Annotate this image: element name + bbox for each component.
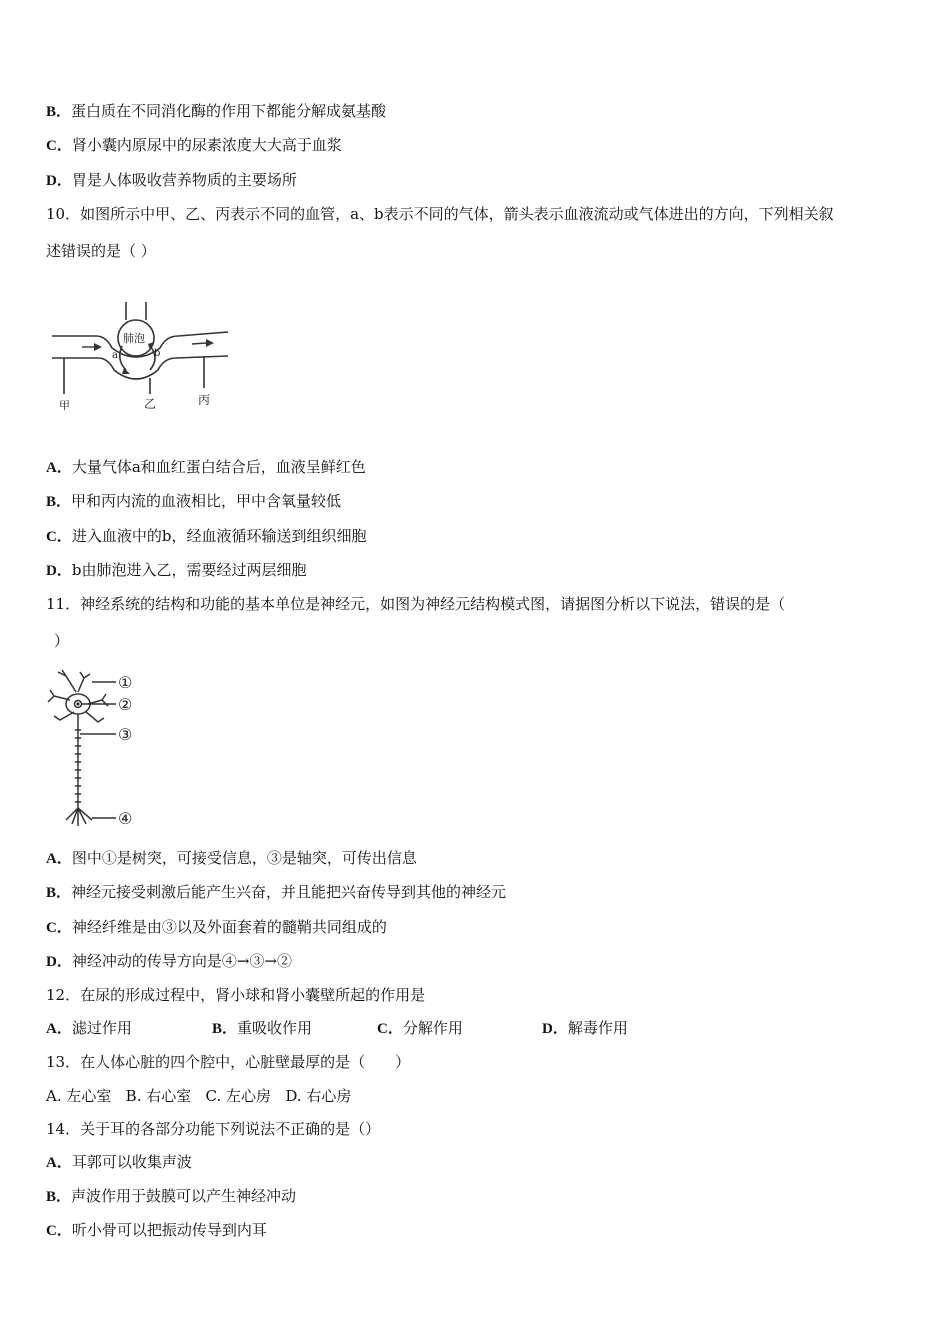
q9-option-b[interactable]	[46, 101, 386, 122]
q9-option-c[interactable]	[46, 135, 342, 156]
alveolus-label: 肺泡	[123, 332, 145, 345]
option-letter: B．	[46, 104, 72, 120]
q12-option-c[interactable]	[377, 1018, 463, 1039]
option-text: 神经纤维是由③以及外面套着的髓鞘共同组成的	[71, 918, 387, 936]
neuron-diagram	[46, 668, 146, 834]
option-letter: C．	[46, 138, 72, 154]
q9-option-d[interactable]	[46, 170, 297, 191]
option-letter: B．	[46, 1189, 72, 1205]
q11-option-d[interactable]	[46, 951, 292, 972]
vessel-yi-label: 乙	[144, 397, 157, 411]
option-text: 耳郭可以收集声波	[71, 1153, 192, 1171]
vessel-jia-label: 甲	[59, 399, 70, 412]
q10-option-d[interactable]	[46, 560, 306, 581]
option-text: 甲和丙内流的血液相比，甲中含氧量较低	[71, 492, 342, 510]
q12-option-a[interactable]	[46, 1018, 132, 1039]
q10-option-a[interactable]	[46, 457, 366, 478]
gas-a-label: a	[112, 350, 118, 361]
q14-option-c[interactable]	[46, 1220, 267, 1241]
option-letter: C．	[46, 529, 72, 545]
q11-option-c[interactable]	[46, 917, 387, 938]
option-text: 图中①是树突，可接受信息，③是轴突，可传出信息	[71, 849, 417, 867]
q10-stem-line1: 10．如图所示中甲、乙、丙表示不同的血管，a、b表示不同的气体，箭头表示血液流动或气体进出的方向，下列相关叙	[46, 205, 834, 223]
option-text: 大量气体a和血红蛋白结合后，血液呈鲜红色	[71, 458, 366, 476]
q11-option-b[interactable]	[46, 882, 506, 903]
label-3: ③	[118, 725, 133, 744]
option-text: 重吸收作用	[237, 1019, 313, 1037]
option-text: 神经元接受刺激后能产生兴奋，并且能把兴奋传导到其他的神经元	[71, 883, 507, 901]
option-letter: D．	[46, 173, 72, 189]
option-text: 肾小囊内原尿中的尿素浓度大大高于血浆	[71, 136, 342, 154]
option-letter: B．	[46, 494, 72, 510]
option-letter: D．	[46, 563, 72, 579]
option-text: 声波作用于鼓膜可以产生神经冲动	[71, 1187, 297, 1205]
q11-stem-line1: 11．神经系统的结构和功能的基本单位是神经元，如图为神经元结构模式图，请据图分析以下说法，错误的是（	[46, 595, 786, 613]
q14-option-b[interactable]	[46, 1186, 296, 1207]
q10-option-c[interactable]	[46, 526, 366, 547]
option-text: 解毒作用	[567, 1019, 628, 1037]
q11-option-a[interactable]	[46, 848, 417, 869]
q14-option-a[interactable]	[46, 1152, 192, 1173]
option-letter: A．	[46, 1021, 72, 1037]
q12-option-b[interactable]	[212, 1018, 312, 1039]
vessel-bing-label: 丙	[198, 393, 211, 407]
q13-options[interactable]: A. 左心室 B. 右心室 C. 左心房 D. 右心房	[46, 1087, 352, 1105]
option-text: 分解作用	[402, 1019, 463, 1037]
label-4: ④	[118, 809, 133, 828]
option-text: 蛋白质在不同消化酶的作用下都能分解成氨基酸	[71, 102, 387, 120]
option-letter: C．	[377, 1021, 403, 1037]
option-letter: C．	[46, 920, 72, 936]
option-letter: D．	[46, 954, 72, 970]
option-letter: C．	[46, 1223, 72, 1239]
option-letter: B．	[46, 885, 72, 901]
option-text: 胃是人体吸收营养物质的主要场所	[71, 171, 297, 189]
option-letter: A．	[46, 1155, 72, 1171]
gas-b-label: b	[154, 348, 161, 359]
q14-stem: 14．关于耳的各部分功能下列说法不正确的是（）	[46, 1120, 381, 1138]
option-text: 进入血液中的b，经血液循环输送到组织细胞	[71, 527, 367, 545]
option-text: b由肺泡进入乙，需要经过两层细胞	[71, 561, 307, 579]
option-text: 听小骨可以把振动传导到内耳	[71, 1221, 267, 1239]
label-2: ②	[118, 695, 133, 714]
q12-stem: 12．在尿的形成过程中，肾小球和肾小囊壁所起的作用是	[46, 986, 426, 1004]
option-letter: B．	[212, 1021, 238, 1037]
q12-option-d[interactable]	[542, 1018, 628, 1039]
q13-stem: 13．在人体心脏的四个腔中，心脏壁最厚的是（ ）	[46, 1053, 411, 1071]
q10-option-b[interactable]	[46, 491, 341, 512]
option-text: 滤过作用	[71, 1019, 132, 1037]
q10-stem-line2: 述错误的是（ ）	[46, 242, 156, 260]
q11-stem-line2: ）	[54, 632, 70, 650]
option-letter: D．	[542, 1021, 568, 1037]
option-letter: A．	[46, 851, 72, 867]
option-letter: A．	[46, 460, 72, 476]
lung-capillary-diagram	[46, 296, 236, 416]
option-text: 神经冲动的传导方向是④→③→②	[71, 952, 292, 970]
label-1: ①	[118, 673, 133, 692]
